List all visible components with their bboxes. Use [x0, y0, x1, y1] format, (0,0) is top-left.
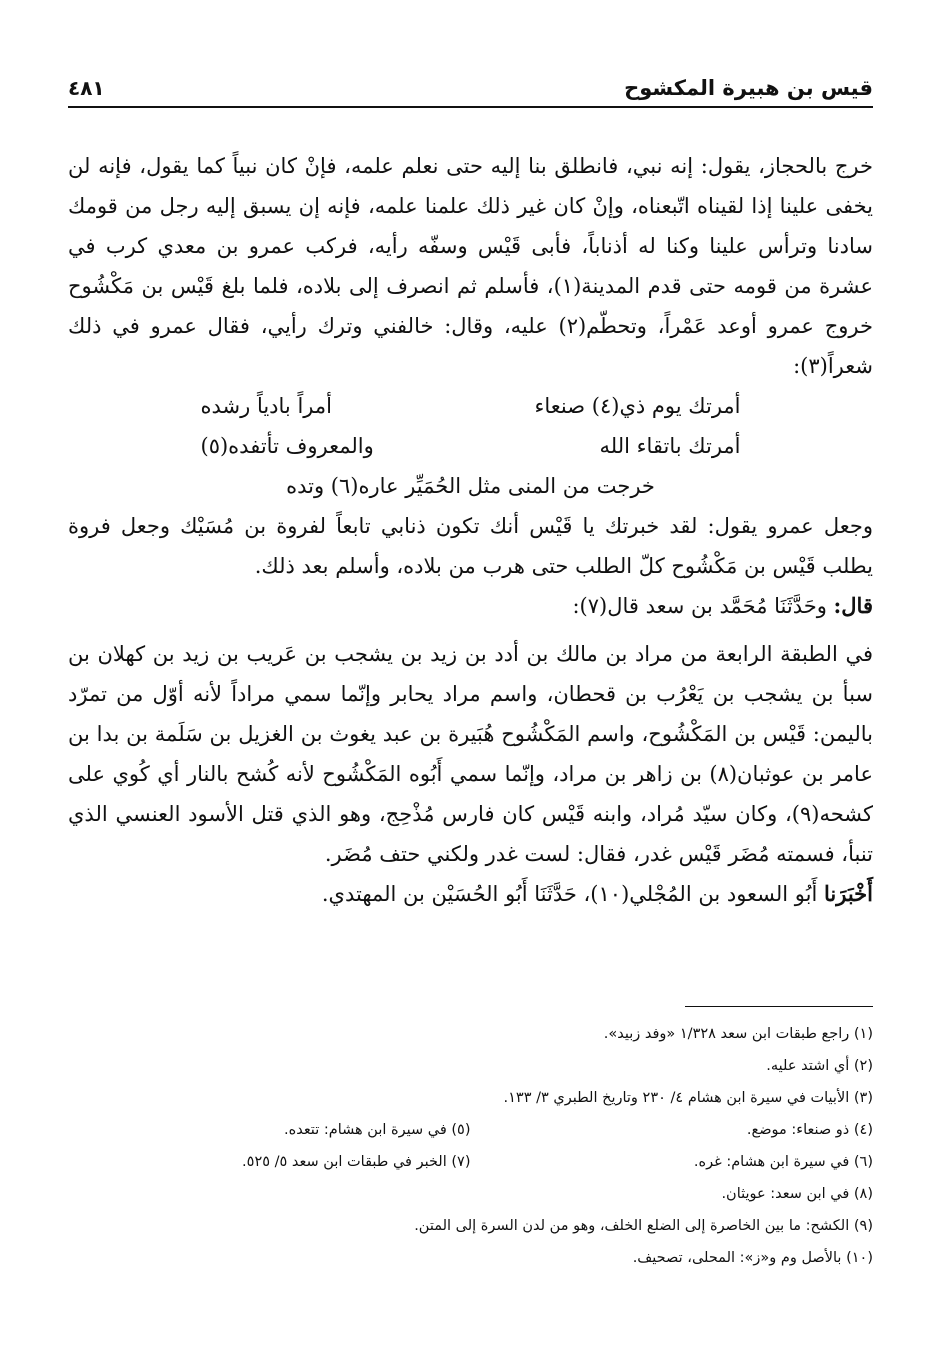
paragraph-1: خرج بالحجاز، يقول: إنه نبي، فانطلق بنا إليه حتى نعلم علمه، فإنْ كان نبياً كما يقول، فإنه لن يخفى علينا إذا لقيناه اتّبعناه، وإنْ كان غير ذلك علمنا علمه، فإنه إن يسبق إليه رجل من قومك سادنا وترأس علينا وكنا له أذناباً، فأبى قَيْس وسفّه رأيه، فركب عمرو بن معدي كرب في عشرة من قومه حتى قدم المدينة(١)، فأسلم ثم انصرف إلى بلاده، فلما بلغ قَيْس بن مَكْشُوح خروج عمرو أوعد عَمْراً، وتحطّم(٢) عليه، وقال: خالفني وترك رأيي، فقال عمرو في ذلك شعراً(٣):	[68, 154, 873, 378]
footnote-10: (١٠) بالأصل وم و«ز»: المحلى، تصحيف.	[632, 1250, 873, 1266]
poem-verse-3	[201, 466, 741, 506]
poem-verse-2	[201, 426, 741, 466]
footnote-9: (٩) الكشح: ما بين الخاصرة إلى الضلع الخلف، وهو من لدن السرة إلى المتن.	[414, 1218, 873, 1234]
spacer	[68, 626, 873, 634]
verse-3-text: خرجت من المنى مثل الحُمَيِّر عاره(٦) وتده	[286, 474, 655, 498]
footnote-8: (٨) في ابن سعد: عويثان.	[721, 1186, 873, 1202]
running-title: قيس بن هبيرة المكشوح	[624, 76, 873, 100]
qal-lead: قال:	[833, 593, 873, 618]
verse-2-first-hemistich: أمرتك باتقاء الله	[599, 434, 741, 458]
footnote-1: (١) راجع طبقات ابن سعد ١/٣٢٨ «وفد زبيد».	[603, 1026, 873, 1042]
akhbarana-rest: أَبُو السعود بن المُجْلي(١٠)، حَدَّثَنَا أَبُو الحُسَيْن بن المهتدي.	[321, 882, 825, 906]
verse-2-second-hemistich: والمعروف تأتفده(٥)	[200, 434, 374, 458]
verse-1-first-hemistich: أمرتك يوم ذي(٤) صنعاء	[534, 394, 741, 418]
poem	[201, 386, 741, 506]
page-header	[68, 70, 873, 108]
footnote-separator	[685, 1006, 873, 1007]
verse-1-second-hemistich: أمراً بادياً رشده	[200, 394, 332, 418]
paragraph-2: وجعل عمرو يقول: لقد خبرتك يا قَيْس أنك تكون ذنابي تابعاً لفروة بن مُسَيْك وجعل فروة يطلب قَيْس بن مَكْشُوح كلّ الطلب حتى هرب من بلاده، وأسلم بعد ذلك.	[68, 514, 873, 578]
footnote-6: (٦) في سيرة ابن هشام: غره.	[693, 1154, 873, 1170]
paragraph-3: في الطبقة الرابعة من مراد بن مالك بن أدد بن زيد بن يشجب بن عَريب بن زيد بن كهلان بن سبأ بن يشجب بن يَعْرُب بن قحطان، واسم مراد يحابر وإنّما سمي مراداً لأنه أوّل من تمرّد باليمن: قَيْس بن المَكْشُوح، واسم المَكْشُوح هُبَيرة بن عبد يغوث بن الغزيل بن سَلَمة بن بدا بن عامر بن عوثبان(٨) بن زاهر بن مراد، وإنّما سمي أَبُوه المَكْشُوح لأنه كُشح بالنار أي كُوي على كشحه(٩)، وكان سيّد مُراد، وابنه قَيْس كان فارس مُذْحِج، وهو الذي قتل الأسود العنسي الذي تنبأ، فسمته مُضَر قَيْس غدر، فقال: لست غدر ولكني حتف مُضَر.	[68, 642, 873, 866]
main-text	[68, 146, 873, 914]
isnad-line	[68, 586, 873, 626]
akhbarana-lead: أَخْبَرَنا	[824, 881, 873, 906]
poem-verse-1	[201, 386, 741, 426]
footnote-7: (٧) الخبر في طبقات ابن سعد ٥/ ٥٢٥.	[242, 1154, 471, 1170]
page-number: ٤٨١	[68, 76, 105, 100]
footnote-5: (٥) في سيرة ابن هشام: تتعده.	[284, 1122, 471, 1138]
footnote-4: (٤) ذو صنعاء: موضع.	[746, 1122, 873, 1138]
footnotes	[68, 1018, 873, 1274]
akhbarana-line	[68, 874, 873, 914]
footnote-3: (٣) الأبيات في سيرة ابن هشام ٤/ ٢٣٠ وتاريخ الطبري ٣/ ١٣٣.	[503, 1090, 873, 1106]
qal-rest: وحَدَّثَنَا مُحَمَّد بن سعد قال(٧):	[572, 594, 834, 618]
footnote-2: (٢) أي اشتد عليه.	[766, 1058, 873, 1074]
